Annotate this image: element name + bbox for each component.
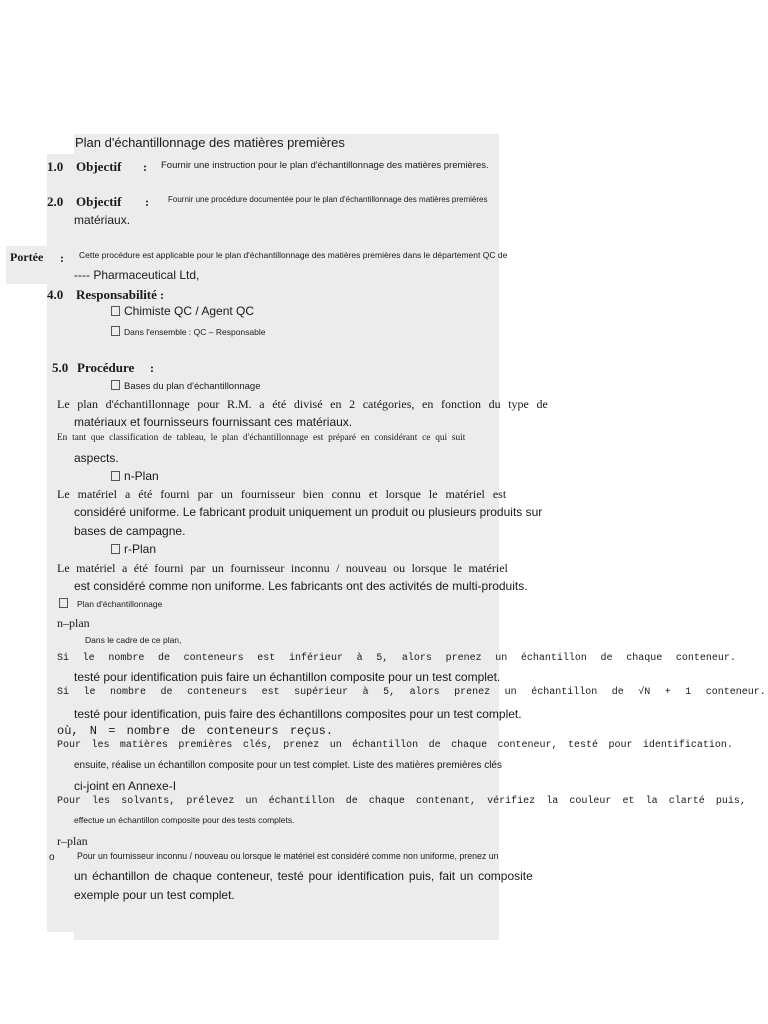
word: + bbox=[664, 687, 671, 698]
paragraph-2: En tant que classification de tableau, le plan d'échantillonnage est préparé en considérant ce qui suit bbox=[57, 433, 466, 443]
word: prenez bbox=[454, 687, 491, 698]
rplan-subheading: r–plan bbox=[57, 834, 88, 848]
word: testé bbox=[567, 740, 598, 751]
paragraph-1-cont: matériaux et fournisseurs fournissant ces matériaux. bbox=[74, 415, 353, 429]
solvents-rule-cont: effectue un échantillon composite pour des tests complets. bbox=[74, 815, 295, 825]
word: à bbox=[356, 653, 363, 664]
word: conteneurs bbox=[187, 687, 248, 698]
word: inférieur bbox=[288, 653, 343, 664]
word: le bbox=[82, 653, 95, 664]
word: de bbox=[157, 653, 170, 664]
word: contenant, bbox=[416, 796, 477, 807]
section-2-label: Objectif bbox=[76, 194, 122, 209]
word: et bbox=[622, 796, 635, 807]
rplan-text: Le matériel a été fourni par un fournisseur inconnu / nouveau ou lorsque le matériel bbox=[57, 561, 508, 575]
section-1-label: Objectif bbox=[76, 159, 122, 174]
rule-more-than-5 bbox=[57, 688, 766, 698]
word: fonction bbox=[440, 397, 481, 411]
word: supérieur bbox=[294, 687, 349, 698]
word: 5, bbox=[376, 653, 389, 664]
scope-colon: : bbox=[60, 251, 64, 265]
section-5-label: Procédure bbox=[77, 360, 135, 375]
rplan-heading: r-Plan bbox=[111, 543, 156, 555]
word: conteneurs bbox=[183, 653, 244, 664]
word: pour bbox=[608, 740, 633, 751]
sampling-plan-label: Plan d'échantillonnage bbox=[59, 598, 162, 609]
word: plan bbox=[77, 397, 98, 411]
checkbox-icon bbox=[111, 326, 120, 336]
word: les bbox=[91, 740, 110, 751]
word: catégories, bbox=[362, 397, 415, 411]
word: de bbox=[611, 687, 624, 698]
word: échantillon bbox=[268, 796, 335, 807]
word: échantillon bbox=[531, 687, 598, 698]
responsibility-item-2: Dans l'ensemble : QC – Responsable bbox=[111, 326, 265, 337]
word: clés, bbox=[242, 740, 273, 751]
word: d'échantillonnage bbox=[105, 397, 190, 411]
section-1-colon: : bbox=[143, 160, 147, 174]
formula-definition: où, N = nombre de conteneurs reçus. bbox=[57, 724, 334, 738]
word: solvants, bbox=[121, 796, 176, 807]
bases-heading: Bases du plan d'échantillonnage bbox=[111, 380, 261, 392]
scope-continuation: ---- Pharmaceutical Ltd, bbox=[74, 268, 200, 282]
word: un bbox=[504, 687, 517, 698]
word: conteneur. bbox=[705, 687, 766, 698]
word: couleur bbox=[569, 796, 612, 807]
word: à bbox=[362, 687, 369, 698]
bullet-marker: o bbox=[49, 852, 55, 863]
word: chaque bbox=[368, 796, 405, 807]
word: un bbox=[495, 653, 508, 664]
nplan-text-cont-2: bases de campagne. bbox=[74, 524, 186, 538]
word: échantillon bbox=[352, 740, 419, 751]
checkbox-icon bbox=[59, 598, 68, 608]
word: de bbox=[428, 740, 441, 751]
word: √N bbox=[638, 687, 651, 698]
nplan-text: Le matériel a été fourni par un fournisseur bien connu et lorsque le matériel est bbox=[57, 487, 507, 501]
word: Pour bbox=[57, 796, 82, 807]
word: de bbox=[160, 687, 173, 698]
scope-text: Cette procédure est applicable pour le plan d'échantillonnage des matières premières dans le département QC de bbox=[79, 250, 508, 260]
word: un bbox=[329, 740, 342, 751]
word: est bbox=[257, 653, 276, 664]
word: pour bbox=[197, 397, 220, 411]
word: un bbox=[245, 796, 258, 807]
key-materials-rule bbox=[57, 741, 733, 751]
section-4-label: Responsabilité bbox=[76, 287, 157, 302]
section-2-continuation: matériaux. bbox=[74, 213, 131, 227]
word: de bbox=[536, 397, 548, 411]
section-2-colon: : bbox=[145, 195, 149, 209]
rule-fewer-than-5-cont: testé pour identification puis faire un échantillon composite pour un test complet. bbox=[74, 670, 501, 684]
section-2-text: Fournir une procédure documentée pour le plan d'échantillonnage des matières premières bbox=[168, 195, 488, 204]
word: été bbox=[272, 397, 287, 411]
word: nombre bbox=[110, 687, 147, 698]
key-materials-annex: ci-joint en Annexe-I bbox=[74, 779, 177, 793]
word: prélevez bbox=[186, 796, 235, 807]
page-title: Plan d'échantillonnage des matières premières bbox=[75, 135, 345, 150]
section-5-colon: : bbox=[150, 361, 154, 375]
section-2-number: 2.0 bbox=[47, 194, 64, 209]
rule-more-than-5-cont: testé pour identification, puis faire des échantillons composites pour un test complet. bbox=[74, 707, 522, 721]
word: du bbox=[488, 397, 501, 411]
word: 1 bbox=[685, 687, 692, 698]
word: 5, bbox=[383, 687, 396, 698]
section-1-text: Fournir une instruction pour le plan d'échantillonnage des matières premières. bbox=[161, 160, 489, 171]
word: 2 bbox=[349, 397, 356, 411]
word: type bbox=[508, 397, 529, 411]
word: conteneur, bbox=[497, 740, 558, 751]
word: est bbox=[261, 687, 280, 698]
word: divisé bbox=[293, 397, 323, 411]
word: la bbox=[546, 796, 559, 807]
word: Si bbox=[57, 687, 70, 698]
word: R.M. bbox=[226, 397, 252, 411]
word: le bbox=[83, 687, 96, 698]
responsibility-item-1: Chimiste QC / Agent QC bbox=[111, 305, 254, 317]
word: vérifiez bbox=[487, 796, 536, 807]
word: alors bbox=[401, 653, 432, 664]
key-materials-rule-cont: ensuite, réalise un échantillon composite pour un test complet. Liste des matières premières clés bbox=[74, 760, 502, 771]
checkbox-icon bbox=[111, 544, 120, 554]
paragraph-2-cont: aspects. bbox=[74, 451, 119, 465]
checkbox-icon bbox=[111, 306, 120, 316]
scope-label: Portée bbox=[10, 250, 44, 264]
checkbox-icon bbox=[111, 380, 120, 390]
word: prenez bbox=[445, 653, 482, 664]
word: puis, bbox=[715, 796, 746, 807]
plan-context: Dans le cadre de ce plan, bbox=[85, 635, 182, 645]
word: nombre bbox=[108, 653, 145, 664]
checkbox-icon bbox=[111, 471, 120, 481]
section-4-colon: : bbox=[160, 288, 164, 302]
word: de bbox=[600, 653, 613, 664]
word: premières bbox=[178, 740, 233, 751]
rule-fewer-than-5 bbox=[57, 654, 736, 664]
paragraph-1 bbox=[57, 398, 548, 410]
word: de bbox=[345, 796, 358, 807]
solvents-rule bbox=[57, 797, 746, 807]
word: Pour bbox=[57, 740, 82, 751]
word: chaque bbox=[626, 653, 663, 664]
word: la bbox=[645, 796, 658, 807]
word: les bbox=[92, 796, 111, 807]
nplan-text-cont-1: considéré uniforme. Le fabricant produit uniquement un produit ou plusieurs produits sur bbox=[74, 505, 543, 519]
word: chaque bbox=[451, 740, 488, 751]
word: clarté bbox=[668, 796, 705, 807]
word: identification. bbox=[642, 740, 733, 751]
section-4-number: 4.0 bbox=[47, 287, 64, 302]
section-1-number: 1.0 bbox=[47, 159, 64, 174]
word: Si bbox=[57, 653, 70, 664]
word: Le bbox=[57, 397, 70, 411]
rplan-rule-cont-1: un échantillon de chaque conteneur, testé pour identification puis, fait un composite bbox=[74, 869, 533, 883]
word: en bbox=[330, 397, 342, 411]
word: prenez bbox=[283, 740, 320, 751]
word: matières bbox=[119, 740, 168, 751]
section-5-number: 5.0 bbox=[52, 360, 69, 375]
rplan-text-cont: est considéré comme non uniforme. Les fabricants ont des activités de multi-produits. bbox=[74, 579, 528, 593]
rplan-rule: Pour un fournisseur inconnu / nouveau ou lorsque le matériel est considéré comme non uniforme, prenez un bbox=[77, 851, 499, 861]
nplan-subheading: n–plan bbox=[57, 616, 90, 630]
word: alors bbox=[409, 687, 440, 698]
word: en bbox=[422, 397, 434, 411]
nplan-heading: n-Plan bbox=[111, 470, 159, 482]
word: a bbox=[259, 397, 265, 411]
word: conteneur. bbox=[675, 653, 736, 664]
word: échantillon bbox=[520, 653, 587, 664]
rplan-rule-cont-2: exemple pour un test complet. bbox=[74, 888, 235, 902]
